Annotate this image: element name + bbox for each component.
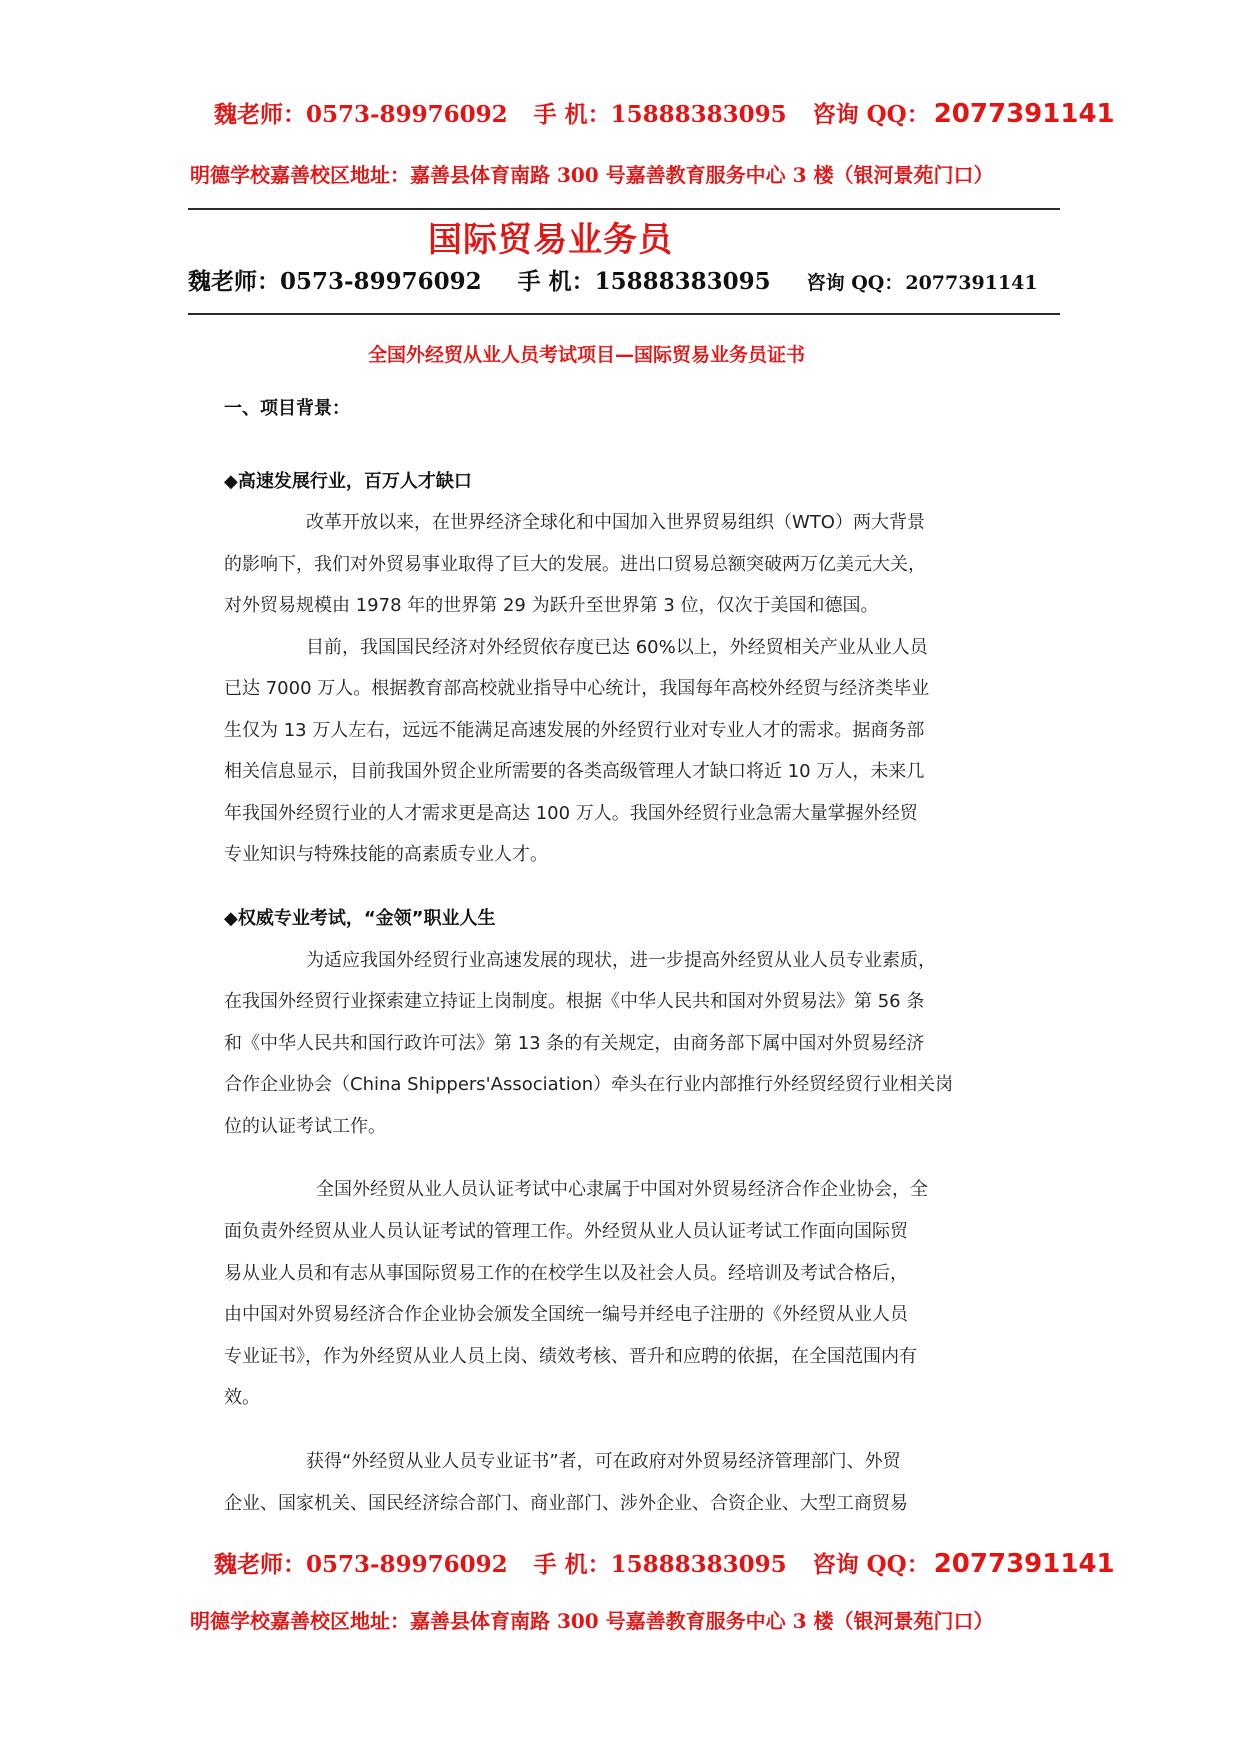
paragraph-line: 的影响下，我们对外贸易事业取得了巨大的发展。进出口贸易总额突破两万亿美元大关， — [224, 554, 926, 575]
paragraph-line: 已达 7000 万人。根据教育部高校就业指导中心统计，我国每年高校外经贸与经济类毕业 — [224, 678, 930, 699]
paragraph-line: 由中国对外贸易经济合作企业协会颁发全国统一编号并经电子注册的《外经贸从业人员 — [224, 1304, 908, 1325]
paragraph-line: 生仅为 13 万人左右，远远不能满足高速发展的外经贸行业对专业人才的需求。据商务部 — [224, 720, 925, 741]
footer-teacher-phone: 魏老师：0573-89976092 — [214, 1551, 508, 1578]
paragraph-line: 和《中华人民共和国行政许可法》第 13 条的有关规定，由商务部下属中国对外贸易经济 — [224, 1033, 925, 1054]
header-contact-line — [214, 96, 1115, 129]
paragraph-line: 易从业人员和有志从事国际贸易工作的在校学生以及社会人员。经培训及考试合格后， — [224, 1263, 908, 1284]
title-teacher-phone: 魏老师：0573-89976092 — [188, 268, 482, 295]
paragraph-line: 对外贸易规模由 1978 年的世界第 29 为跃升至世界第 3 位，仅次于美国和德国。 — [224, 595, 879, 616]
document-subtitle: 全国外经贸从业人员考试项目—国际贸易业务员证书 — [368, 344, 806, 366]
paragraph-line: 改革开放以来，在世界经济全球化和中国加入世界贸易组织（WTO）两大背景 — [306, 512, 925, 533]
paragraph-line: 位的认证考试工作。 — [224, 1116, 386, 1137]
paragraph-line: 为适应我国外经贸行业高速发展的现状，进一步提高外经贸从业人员专业素质， — [306, 950, 936, 971]
title-qq-number: 2077391141 — [905, 272, 1038, 294]
paragraph-line: 相关信息显示，目前我国外贸企业所需要的各类高级管理人才缺口将近 10 万人，未来几 — [224, 761, 925, 782]
header-address: 明德学校嘉善校区地址：嘉善县体育南路 300 号嘉善教育服务中心 3 楼（银河景苑门口） — [190, 163, 994, 187]
footer-mobile: 手 机：15888383095 — [533, 1551, 787, 1578]
title-divider — [188, 313, 1060, 315]
paragraph-line: 年我国外经贸行业的人才需求更是高达 100 万人。我国外经贸行业急需大量掌握外经贸 — [224, 803, 918, 824]
footer-qq-label: 咨询 QQ： — [812, 1551, 930, 1578]
paragraph-line: 效。 — [224, 1387, 260, 1408]
title-contact-line — [188, 263, 1038, 296]
header-teacher-phone: 魏老师：0573-89976092 — [214, 101, 508, 128]
paragraph-line: 在我国外经贸行业探索建立持证上岗制度。根据《中华人民共和国对外贸易法》第 56 条 — [224, 991, 925, 1012]
paragraph-line: 全国外经贸从业人员认证考试中心隶属于中国对外贸易经济合作企业协会，全 — [316, 1179, 928, 1200]
paragraph-line: 合作企业协会（China Shippers'Association）牵头在行业内部推行外经贸经贸行业相关岗 — [224, 1074, 954, 1095]
header-mobile: 手 机：15888383095 — [533, 101, 787, 128]
footer-address: 明德学校嘉善校区地址：嘉善县体育南路 300 号嘉善教育服务中心 3 楼（银河景苑门口） — [190, 1609, 994, 1633]
paragraph-line: 专业知识与特殊技能的高素质专业人才。 — [224, 844, 548, 865]
footer-contact-line — [214, 1546, 1115, 1579]
footer-qq-number: 2077391141 — [933, 1549, 1115, 1579]
paragraph-line: 目前，我国国民经济对外经贸依存度已达 60%以上，外经贸相关产业从业人员 — [306, 637, 928, 658]
paragraph-line: 专业证书》，作为外经贸从业人员上岗、绩效考核、晋升和应聘的依据，在全国范围内有 — [224, 1346, 917, 1367]
paragraph-line: 企业、国家机关、国民经济综合部门、商业部门、涉外企业、合资企业、大型工商贸易 — [224, 1493, 908, 1514]
paragraph-line: 面负责外经贸从业人员认证考试的管理工作。外经贸从业人员认证考试工作面向国际贸 — [224, 1221, 908, 1242]
paragraph-line: 获得“外经贸从业人员专业证书”者，可在政府对外贸易经济管理部门、外贸 — [306, 1451, 901, 1472]
section-heading: 一、项目背景： — [224, 398, 350, 419]
header-qq-number: 2077391141 — [933, 99, 1115, 129]
header-qq-label: 咨询 QQ： — [812, 101, 930, 128]
title-mobile: 手 机：15888383095 — [517, 268, 771, 295]
document-title: 国际贸易业务员 — [428, 220, 673, 260]
subheading-exam: ◆权威专业考试，“金领”职业人生 — [224, 908, 496, 929]
top-divider — [188, 208, 1060, 210]
subheading-growth: ◆高速发展行业，百万人才缺口 — [224, 471, 472, 492]
title-qq-label: 咨询 QQ： — [806, 272, 904, 294]
